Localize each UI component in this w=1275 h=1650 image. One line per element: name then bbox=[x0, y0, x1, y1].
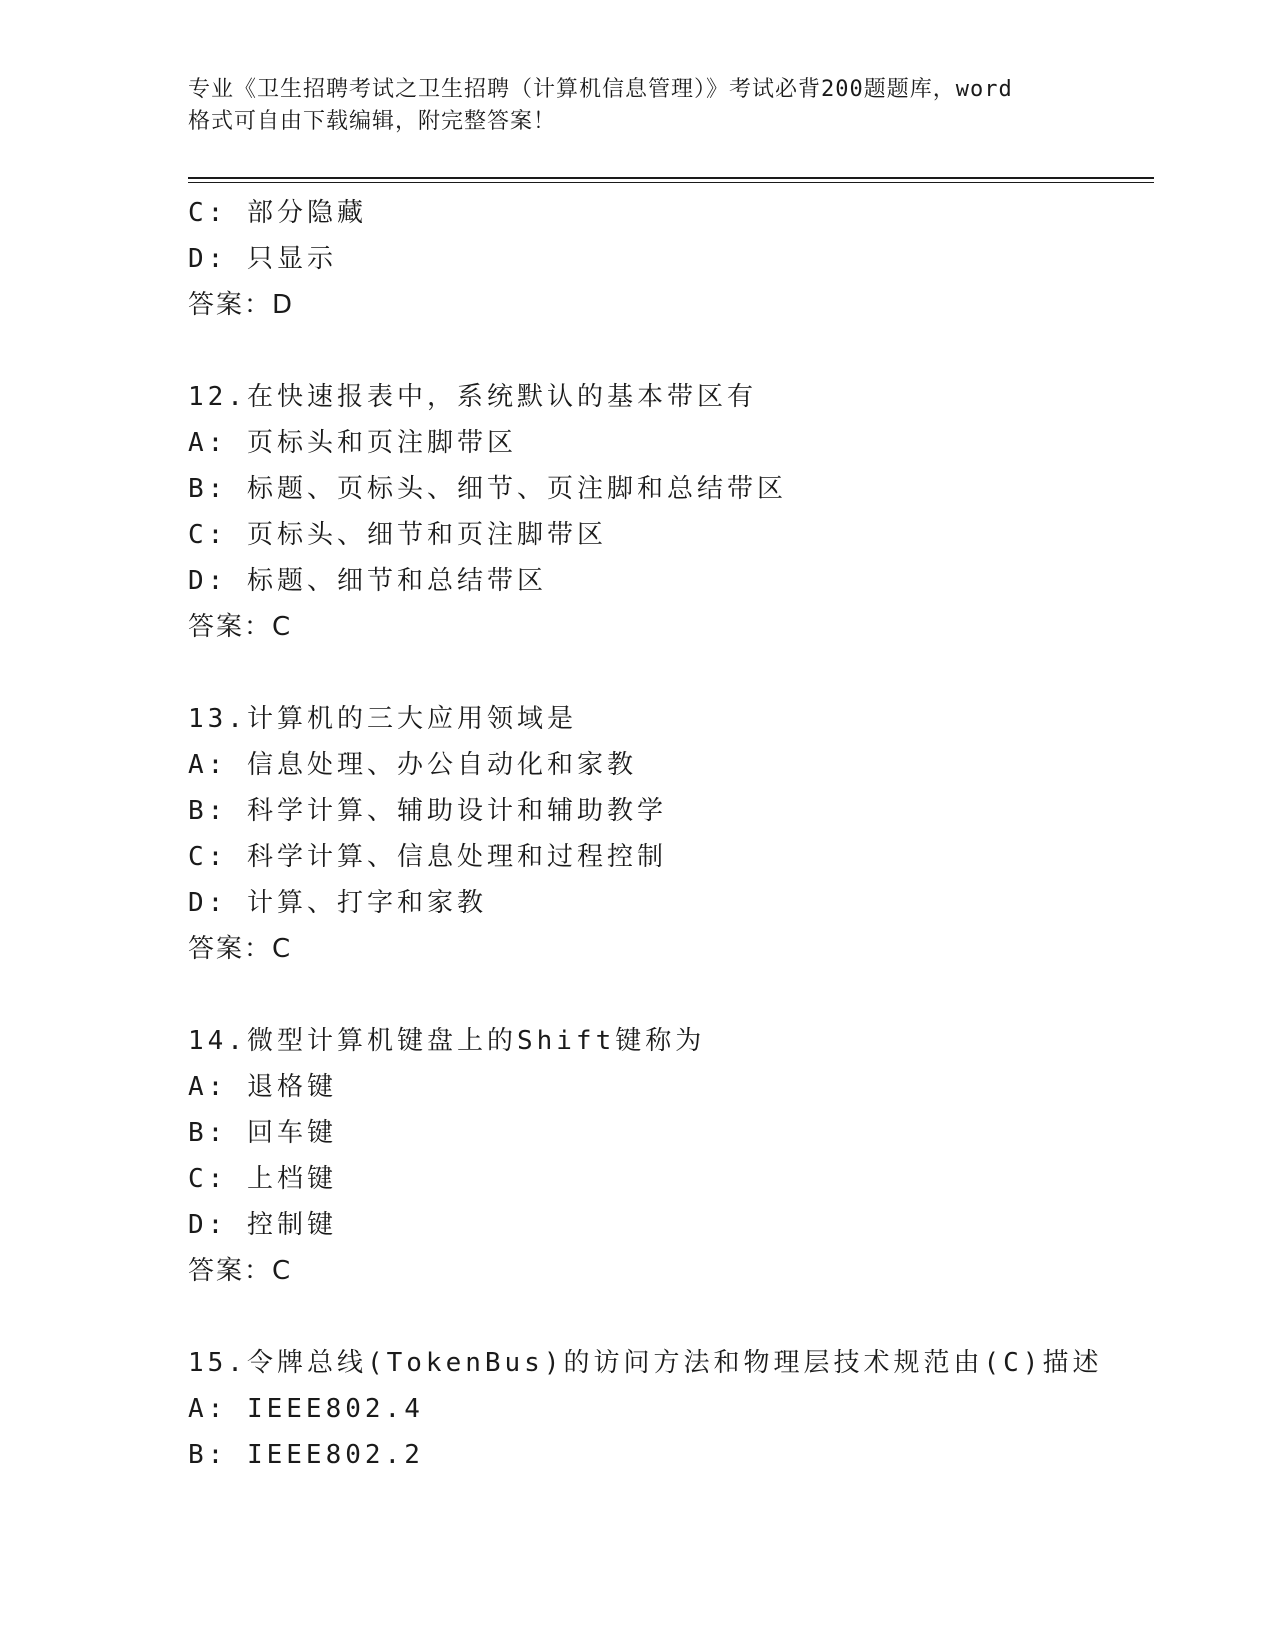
answer-value: C bbox=[272, 612, 291, 642]
option-label: A: bbox=[188, 1072, 228, 1102]
spacer bbox=[188, 328, 1168, 374]
option-b bbox=[188, 788, 1168, 834]
spacer bbox=[188, 650, 1168, 696]
answer-label: 答案： bbox=[188, 934, 273, 964]
question-12 bbox=[188, 374, 1168, 650]
question-stem: 14.微型计算机键盘上的Shift键称为 bbox=[188, 1026, 706, 1056]
option-text: IEEE802.4 bbox=[246, 1394, 424, 1424]
document-header bbox=[188, 74, 1148, 138]
option-label: C: bbox=[188, 198, 228, 228]
option-label: B: bbox=[188, 1440, 228, 1470]
option-text: 退格键 bbox=[246, 1072, 337, 1102]
option-text: 科学计算、辅助设计和辅助教学 bbox=[246, 796, 667, 826]
option-label: D: bbox=[188, 1210, 228, 1240]
question-11-continued bbox=[188, 190, 1168, 328]
option-label: A: bbox=[188, 1394, 228, 1424]
option-text: IEEE802.2 bbox=[246, 1440, 424, 1470]
header-title-line-1: 专业《卫生招聘考试之卫生招聘（计算机信息管理）》考试必背200题题库，word bbox=[188, 77, 1013, 102]
option-d bbox=[188, 236, 1168, 282]
option-label: B: bbox=[188, 796, 228, 826]
question-list bbox=[188, 190, 1168, 1478]
answer-value: C bbox=[272, 1256, 291, 1286]
option-text: 控制键 bbox=[246, 1210, 337, 1240]
answer-line bbox=[188, 604, 1168, 650]
answer-label: 答案： bbox=[188, 290, 273, 320]
option-a bbox=[188, 420, 1168, 466]
header-title-line-2: 格式可自由下载编辑，附完整答案！ bbox=[188, 109, 557, 134]
option-b bbox=[188, 1110, 1168, 1156]
option-b bbox=[188, 466, 1168, 512]
answer-line bbox=[188, 926, 1168, 972]
option-label: D: bbox=[188, 566, 228, 596]
option-text: 页标头、细节和页注脚带区 bbox=[246, 520, 607, 550]
option-label: C: bbox=[188, 1164, 228, 1194]
question-stem: 12.在快速报表中，系统默认的基本带区有 bbox=[188, 382, 757, 412]
option-text: 上档键 bbox=[246, 1164, 337, 1194]
question-14 bbox=[188, 1018, 1168, 1294]
option-label: D: bbox=[188, 888, 228, 918]
spacer bbox=[188, 972, 1168, 1018]
option-text: 信息处理、办公自动化和家教 bbox=[246, 750, 637, 780]
option-text: 回车键 bbox=[246, 1118, 337, 1148]
question-stem: 13.计算机的三大应用领域是 bbox=[188, 704, 577, 734]
option-c bbox=[188, 190, 1168, 236]
option-text: 标题、页标头、细节、页注脚和总结带区 bbox=[246, 474, 787, 504]
option-text: 只显示 bbox=[246, 244, 337, 274]
answer-line bbox=[188, 1248, 1168, 1294]
option-text: 部分隐藏 bbox=[246, 198, 367, 228]
option-a bbox=[188, 1386, 1168, 1432]
option-d bbox=[188, 1202, 1168, 1248]
answer-label: 答案： bbox=[188, 612, 273, 642]
option-c bbox=[188, 834, 1168, 880]
answer-value: D bbox=[272, 290, 293, 320]
question-15 bbox=[188, 1340, 1168, 1478]
question-13 bbox=[188, 696, 1168, 972]
answer-line bbox=[188, 282, 1168, 328]
option-a bbox=[188, 742, 1168, 788]
option-c bbox=[188, 512, 1168, 558]
answer-value: C bbox=[272, 934, 291, 964]
option-label: B: bbox=[188, 474, 228, 504]
option-c bbox=[188, 1156, 1168, 1202]
option-label: D: bbox=[188, 244, 228, 274]
header-divider-thick bbox=[188, 177, 1154, 179]
option-label: B: bbox=[188, 1118, 228, 1148]
option-text: 科学计算、信息处理和过程控制 bbox=[246, 842, 667, 872]
option-text: 计算、打字和家教 bbox=[246, 888, 487, 918]
question-stem: 15.令牌总线(TokenBus)的访问方法和物理层技术规范由(C)描述 bbox=[188, 1348, 1103, 1378]
spacer bbox=[188, 1294, 1168, 1340]
option-d bbox=[188, 558, 1168, 604]
option-label: C: bbox=[188, 842, 228, 872]
option-label: C: bbox=[188, 520, 228, 550]
option-text: 页标头和页注脚带区 bbox=[246, 428, 517, 458]
option-label: A: bbox=[188, 750, 228, 780]
option-b bbox=[188, 1432, 1168, 1478]
answer-label: 答案： bbox=[188, 1256, 273, 1286]
option-d bbox=[188, 880, 1168, 926]
option-a bbox=[188, 1064, 1168, 1110]
option-text: 标题、细节和总结带区 bbox=[246, 566, 547, 596]
option-label: A: bbox=[188, 428, 228, 458]
header-divider-thin bbox=[188, 182, 1154, 183]
